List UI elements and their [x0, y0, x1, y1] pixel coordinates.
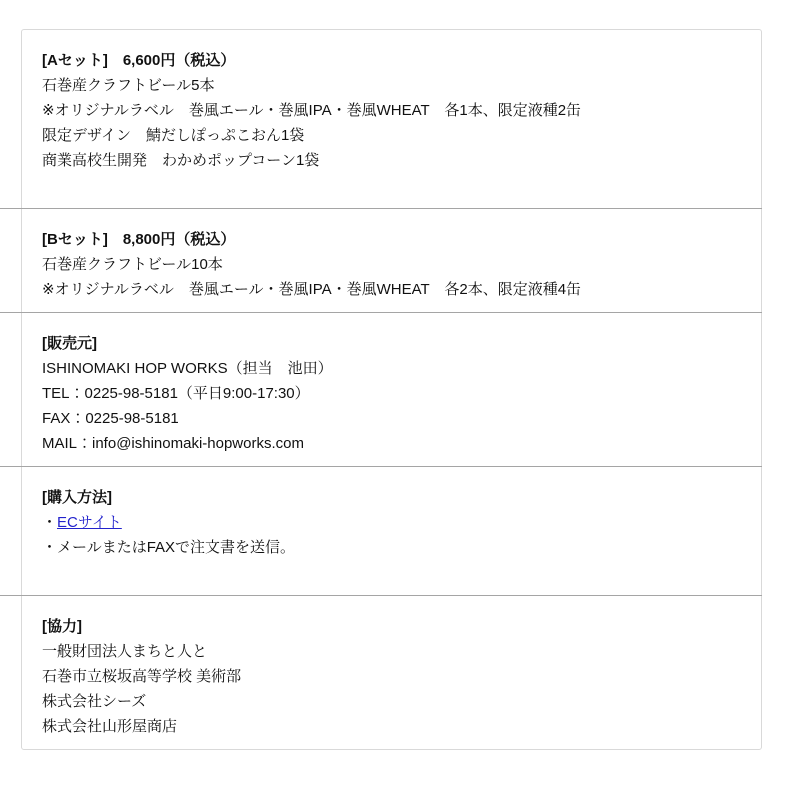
text-line: 石巻市立桜坂高等学校 美術部	[42, 668, 242, 685]
text-line: FAX：0225-98-5181	[42, 410, 179, 427]
section-title: [協力]	[42, 618, 82, 635]
info-box	[21, 29, 762, 750]
section-title: [販売元]	[42, 335, 97, 352]
text-line: 株式会社シーズ	[42, 693, 147, 710]
section-credits	[22, 596, 761, 749]
section-title: [購入方法]	[42, 489, 112, 506]
text-line: 株式会社山形屋商店	[42, 718, 178, 735]
text-line	[42, 510, 741, 535]
text-line: 商業高校生開発 わかめポップコーン1袋	[42, 152, 320, 169]
text-line: ISHINOMAKI HOP WORKS（担当 池田）	[42, 360, 333, 377]
text-line: ※オリジナルラベル 巻風エール・巻風IPA・巻風WHEAT 各2本、限定液種4缶	[42, 281, 582, 298]
section-set-b	[22, 209, 761, 312]
text-line	[42, 173, 741, 198]
section-set-a	[22, 30, 761, 208]
ec-site-link[interactable]: ECサイト	[57, 514, 122, 531]
text-line: ※オリジナルラベル 巻風エール・巻風IPA・巻風WHEAT 各1本、限定液種2缶	[42, 102, 582, 119]
section-purchase-method	[22, 467, 761, 595]
text-line: MAIL：info@ishinomaki-hopworks.com	[42, 435, 304, 452]
text-line	[42, 560, 741, 585]
text-line: 限定デザイン 鯖だしぽっぷこおん1袋	[42, 127, 305, 144]
text-line: 一般財団法人まちと人と	[42, 643, 208, 660]
bullet: ・	[42, 514, 58, 531]
section-title: [Bセット] 8,800円（税込）	[42, 231, 236, 248]
text-line: 石巻産クラフトビール5本	[42, 77, 215, 94]
section-title: [Aセット] 6,600円（税込）	[42, 52, 236, 69]
section-seller	[22, 313, 761, 466]
text-line: TEL：0225-98-5181（平日9:00-17:30）	[42, 385, 310, 402]
text-line: 石巻産クラフトビール10本	[42, 256, 223, 273]
text-line: ・メールまたはFAXで注文書を送信。	[42, 539, 296, 556]
